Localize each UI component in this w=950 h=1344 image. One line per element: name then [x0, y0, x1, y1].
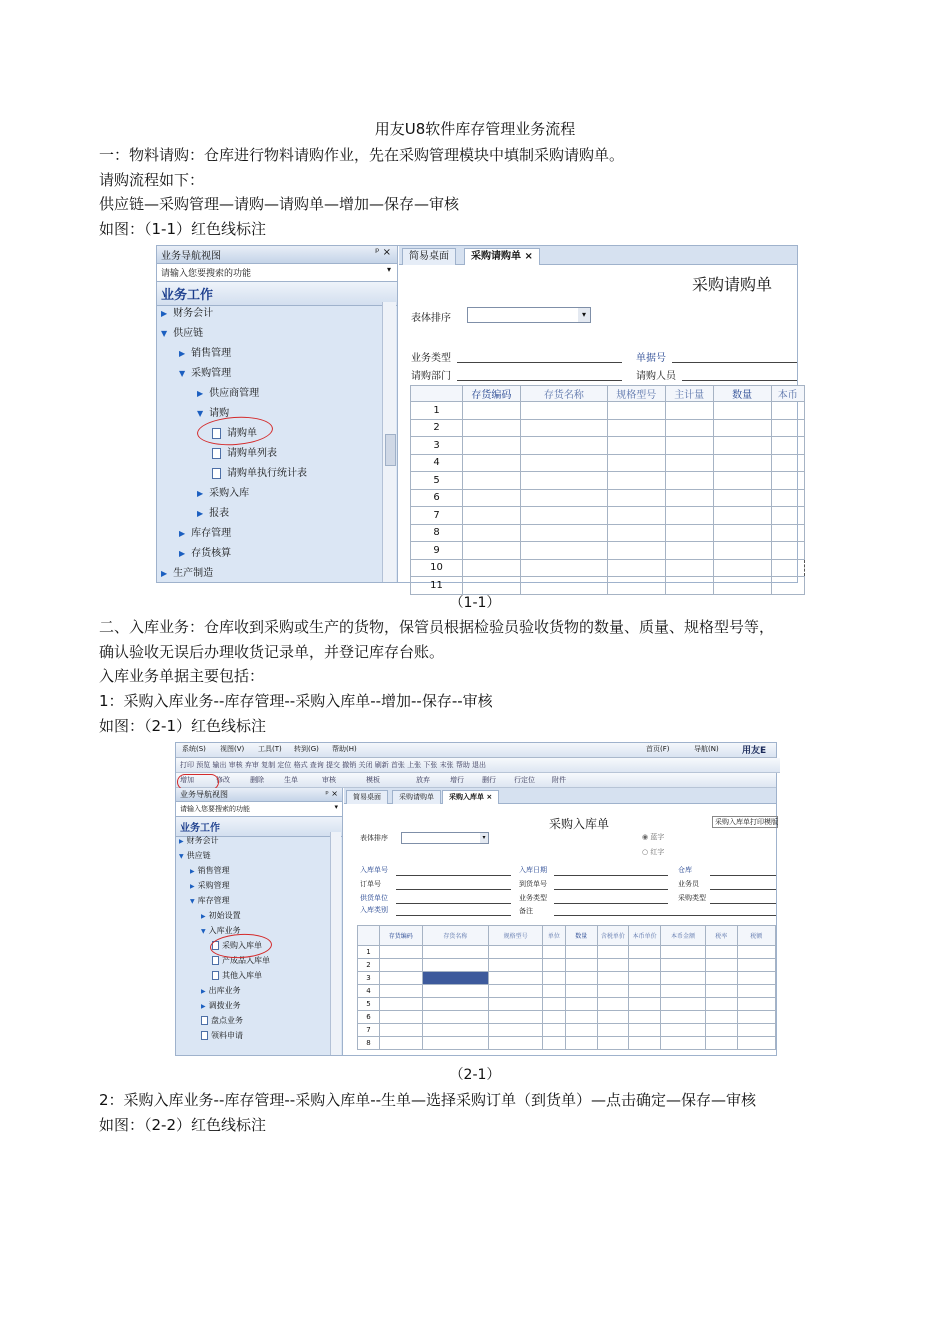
field-input[interactable]: [396, 874, 511, 876]
row-number: 11: [411, 577, 463, 595]
para-inbound-step-1: 1：采购入库业务--库存管理--采购入库单--增加--保存--审核: [99, 692, 493, 710]
col-header: 数量: [565, 926, 597, 946]
col-header: 存货编码: [463, 386, 521, 402]
field-business-type-input[interactable]: [457, 361, 622, 363]
chevron-down-icon[interactable]: ▾: [480, 833, 488, 843]
sort-select[interactable]: [467, 307, 591, 323]
row-number: 8: [411, 524, 463, 542]
menu-goto[interactable]: 转到(G): [294, 745, 319, 753]
nav-search-placeholder: 请输入您要搜索的功能: [161, 269, 252, 279]
row-number: 3: [411, 437, 463, 455]
nav-item-inbound[interactable]: ▼ 入库业务: [201, 926, 241, 935]
form-title: 采购请购单: [692, 275, 773, 294]
field-doc-number: 单据号: [636, 353, 666, 364]
document-icon: [201, 1031, 208, 1040]
col-header: 本币单价: [629, 926, 661, 946]
nav-item-finance[interactable]: ▶ 财务会计: [179, 836, 219, 845]
field-remark: 备注: [519, 907, 533, 915]
field-input[interactable]: [710, 874, 776, 876]
field-input[interactable]: [554, 902, 668, 904]
field-input[interactable]: [554, 914, 776, 916]
field-business-type: 业务类型: [519, 894, 547, 902]
nav-item-inventory[interactable]: ▼ 库存管理: [190, 896, 230, 905]
row-number: 7: [358, 1024, 380, 1037]
col-header: 主计量: [665, 386, 713, 402]
triangle-down-icon: ▼: [197, 409, 204, 418]
col-header: 含税单价: [597, 926, 629, 946]
sort-label: 表体排序: [360, 834, 388, 842]
print-template-select[interactable]: 采购入库单打印模版: [712, 816, 778, 828]
radio-red[interactable]: ○ 红字: [642, 848, 665, 856]
tab-bar: [344, 788, 776, 804]
field-department-input[interactable]: [457, 379, 622, 381]
field-warehouse: 仓库: [678, 866, 692, 874]
para-figure-ref-3: 如图：（2-2）红色线标注: [99, 1116, 267, 1134]
document-icon: [212, 468, 221, 479]
brand-logo: 用友E: [742, 746, 767, 756]
menu-tools[interactable]: 工具(T): [258, 745, 282, 753]
para-inbound-docs: 入库业务单据主要包括：: [99, 667, 265, 685]
tab-desktop[interactable]: 简易桌面: [346, 790, 388, 804]
col-header: 税额: [737, 926, 775, 946]
tab-purchase-inbound[interactable]: 采购入库单 ×: [442, 790, 499, 804]
nav-item-inventory[interactable]: ▶ 库存管理: [179, 528, 232, 539]
row-number: 4: [411, 454, 463, 472]
document-icon: [201, 1016, 208, 1025]
pin-close-icons[interactable]: ᵖ ×: [375, 247, 391, 258]
para-inbound-cont: 确认验收无误后办理收货记录单，并登记库存台账。: [99, 643, 445, 661]
screenshot-purchase-inbound: [175, 742, 777, 1056]
col-header: 数量: [713, 386, 771, 402]
chevron-down-icon[interactable]: ▾: [386, 265, 391, 274]
row-number: 7: [411, 507, 463, 525]
row-number: 1: [411, 402, 463, 420]
field-input[interactable]: [554, 888, 668, 890]
col-header: 本币金额: [661, 926, 706, 946]
triangle-right-icon: ▶: [197, 489, 204, 498]
sort-select[interactable]: [401, 832, 489, 844]
audit-button[interactable]: 审核: [322, 776, 336, 784]
nav-item-other-inbound[interactable]: 其他入库单: [212, 970, 262, 981]
field-salesperson: 业务员: [678, 880, 699, 888]
nav-item-manufacturing[interactable]: ▶ 生产制造: [161, 568, 214, 579]
caption-2-1: （2-1）: [449, 1067, 501, 1083]
nav-item-reports[interactable]: ▶ 报表: [197, 508, 230, 519]
col-header: 单位: [542, 926, 565, 946]
nav-panel-header: 业务导航视图 ᵖ ×: [176, 788, 342, 802]
tab-requisition[interactable]: 采购请购单 ×: [464, 248, 540, 265]
tab-bar: [399, 246, 797, 265]
nav-panel: [176, 788, 343, 1055]
triangle-right-icon: ▶: [161, 309, 168, 318]
para-flow-label: 请购流程如下：: [99, 171, 205, 189]
document-icon: [212, 448, 221, 459]
caption-1-1: （1-1）: [449, 595, 501, 611]
row-number: 6: [411, 489, 463, 507]
sort-label: 表体排序: [411, 313, 451, 324]
nav-item-finished-goods-inbound[interactable]: 产成品入库单: [212, 955, 270, 966]
col-header: 存货名称: [520, 386, 607, 402]
navigation-link[interactable]: 导航(N): [694, 745, 719, 753]
col-header: 规格型号: [607, 386, 665, 402]
nav-search-input[interactable]: [157, 264, 397, 282]
field-department: 请购部门: [411, 371, 451, 382]
inbound-grid[interactable]: [357, 925, 776, 1050]
nav-item-supply-chain[interactable]: ▼ 供应链: [179, 851, 211, 860]
row-number: 9: [411, 542, 463, 560]
menu-view[interactable]: 视图(V): [220, 745, 245, 753]
nav-item-sales[interactable]: ▶ 销售管理: [179, 348, 232, 359]
nav-item-outbound[interactable]: ▶ 出库业务: [201, 986, 241, 995]
form-title: 采购入库单: [549, 817, 610, 831]
col-header: 本币: [771, 386, 804, 402]
triangle-right-icon: ▶: [197, 509, 204, 518]
field-inbound-category: 入库类别: [360, 906, 388, 914]
nav-scrollbar[interactable]: [330, 832, 341, 1055]
field-input[interactable]: [710, 902, 776, 904]
field-input[interactable]: [710, 888, 776, 890]
field-requester: 请购人员: [636, 371, 676, 382]
document-icon: [212, 956, 219, 965]
nav-item-finance[interactable]: ▶ 财务会计: [161, 308, 214, 319]
field-inbound-date: 入库日期: [519, 866, 547, 874]
chevron-down-icon[interactable]: ▾: [334, 803, 338, 811]
row-number: 4: [358, 985, 380, 998]
nav-item-purchase-inbound[interactable]: ▶ 采购入库: [197, 488, 250, 499]
nav-item-stocktake[interactable]: 盘点业务: [201, 1015, 243, 1026]
nav-item-sales[interactable]: ▶ 销售管理: [190, 866, 230, 875]
para-inbound-step-2: 2：采购入库业务--库存管理--采购入库单--生单—选择采购订单（到货单）—点击确定—保存—审核: [99, 1091, 757, 1109]
nav-item-supplier[interactable]: ▶ 供应商管理: [197, 388, 260, 399]
nav-item-requisition-report[interactable]: 请购单执行统计表: [212, 464, 307, 479]
triangle-down-icon: ▼: [161, 329, 168, 338]
triangle-right-icon: ▶: [179, 549, 186, 558]
field-business-type: 业务类型: [411, 353, 451, 364]
menu-system[interactable]: 系统(S): [182, 745, 206, 753]
home-link[interactable]: 首页(F): [646, 745, 670, 753]
nav-panel: [157, 246, 398, 582]
field-inbound-no: 入库单号: [360, 866, 388, 874]
nav-item-requisition-form[interactable]: 请购单: [212, 424, 257, 439]
template-button[interactable]: 模板: [366, 776, 380, 784]
para-inbound: 二、入库业务：仓库收到采购或生产的货物，保管员根据检验员验收货物的数量、质量、规格型号等，: [99, 618, 775, 636]
nav-item-requisition-list[interactable]: 请购单列表: [212, 444, 277, 459]
attachment-button[interactable]: 附件: [552, 776, 566, 784]
nav-item-purchase[interactable]: ▼ 采购管理: [179, 368, 232, 379]
row-number: 2: [411, 419, 463, 437]
menu-help[interactable]: 帮助(H): [332, 745, 357, 753]
field-purchase-type: 采购类型: [678, 894, 706, 902]
radio-blue[interactable]: ◉ 蓝字: [642, 833, 665, 841]
nav-item-supply-chain[interactable]: ▼ 供应链: [161, 328, 204, 339]
document-icon: [212, 971, 219, 980]
edit-button[interactable]: 修改: [216, 776, 230, 784]
row-locate-button[interactable]: 行定位: [514, 776, 535, 784]
field-doc-number-input[interactable]: [672, 361, 797, 363]
selected-cell[interactable]: [422, 972, 489, 985]
delete-button[interactable]: 删除: [250, 776, 264, 784]
nav-scrollbar[interactable]: [382, 302, 396, 582]
row-number: 10: [411, 559, 463, 577]
col-header: 规格型号: [489, 926, 543, 946]
add-row-button[interactable]: 增行: [450, 776, 464, 784]
para-requisition: 一：物料请购：仓库进行物料请购作业，先在采购管理模块中填制采购请购单。: [99, 146, 625, 164]
row-number: 5: [411, 472, 463, 490]
nav-search-input[interactable]: 请输入您要搜索的功能 ▾: [176, 802, 342, 817]
row-number: 1: [358, 946, 380, 959]
requisition-grid[interactable]: [410, 385, 805, 595]
para-flow-steps: 供应链—采购管理—请购—请购单—增加—保存—审核: [99, 195, 460, 213]
field-supplier: 供货单位: [360, 894, 388, 902]
chevron-down-icon[interactable]: ▾: [578, 308, 590, 322]
field-order-no: 订单号: [360, 880, 381, 888]
triangle-right-icon: ▶: [197, 389, 204, 398]
toolbar-primary[interactable]: 打印 预览 输出 审核 弃审 复制 定位 格式 查询 提交 撤销 关闭 刷新 首张 上张 下张 末张 帮助 退出: [176, 758, 780, 773]
nav-item-transfer[interactable]: ▶ 调拨业务: [201, 1001, 241, 1010]
row-number: 6: [358, 1011, 380, 1024]
document-title: 用友U8软件库存管理业务流程: [374, 120, 576, 138]
discard-button[interactable]: 放弃: [416, 776, 430, 784]
field-arrival-no: 到货单号: [519, 880, 547, 888]
nav-panel-title: 业务导航视图: [161, 251, 221, 262]
nav-item-purchase[interactable]: ▶ 采购管理: [190, 881, 230, 890]
nav-business-work: 业务工作: [176, 817, 342, 837]
pin-close-icons[interactable]: ᵖ ×: [325, 789, 338, 798]
field-requester-input[interactable]: [682, 379, 797, 381]
menu-bar: [176, 743, 776, 758]
row-number: 8: [358, 1037, 380, 1050]
add-button[interactable]: 增加: [180, 776, 194, 784]
nav-item-requisition[interactable]: ▼ 请购: [197, 408, 230, 419]
triangle-right-icon: ▶: [161, 569, 168, 578]
generate-button[interactable]: 生单: [284, 776, 298, 784]
red-annotation-circle: [196, 414, 274, 447]
scrollbar-thumb[interactable]: [385, 434, 396, 466]
tab-desktop[interactable]: 简易桌面: [402, 248, 456, 265]
para-figure-ref-2: 如图：（2-1）红色线标注: [99, 717, 267, 735]
nav-business-work: 业务工作: [157, 282, 397, 306]
triangle-right-icon: ▶: [179, 529, 186, 538]
col-header: [411, 386, 463, 402]
field-input[interactable]: [396, 914, 511, 916]
triangle-down-icon: ▼: [179, 369, 186, 378]
field-input[interactable]: [396, 888, 511, 890]
row-number: 5: [358, 998, 380, 1011]
tab-requisition[interactable]: 采购请购单: [392, 790, 441, 804]
triangle-right-icon: ▶: [179, 349, 186, 358]
field-input[interactable]: [396, 902, 511, 904]
row-number: 3: [358, 972, 380, 985]
toolbar-secondary: [176, 773, 776, 788]
col-header: [358, 926, 380, 946]
nav-item-initial-setup[interactable]: ▶ 初始设置: [201, 911, 241, 920]
row-number: 2: [358, 959, 380, 972]
col-header: 存货编码: [379, 926, 422, 946]
para-figure-ref-1: 如图：（1-1）红色线标注: [99, 220, 267, 238]
field-input[interactable]: [554, 874, 668, 876]
delete-row-button[interactable]: 删行: [482, 776, 496, 784]
nav-item-purchase-inbound-form[interactable]: 采购入库单: [212, 940, 262, 951]
nav-item-costing[interactable]: ▶ 存货核算: [179, 548, 232, 559]
nav-item-material-request[interactable]: 领料申请: [201, 1030, 243, 1041]
nav-panel-header: [157, 246, 397, 264]
col-header: 存货名称: [422, 926, 489, 946]
screenshot-requisition: [156, 245, 798, 591]
col-header: 税率: [705, 926, 737, 946]
